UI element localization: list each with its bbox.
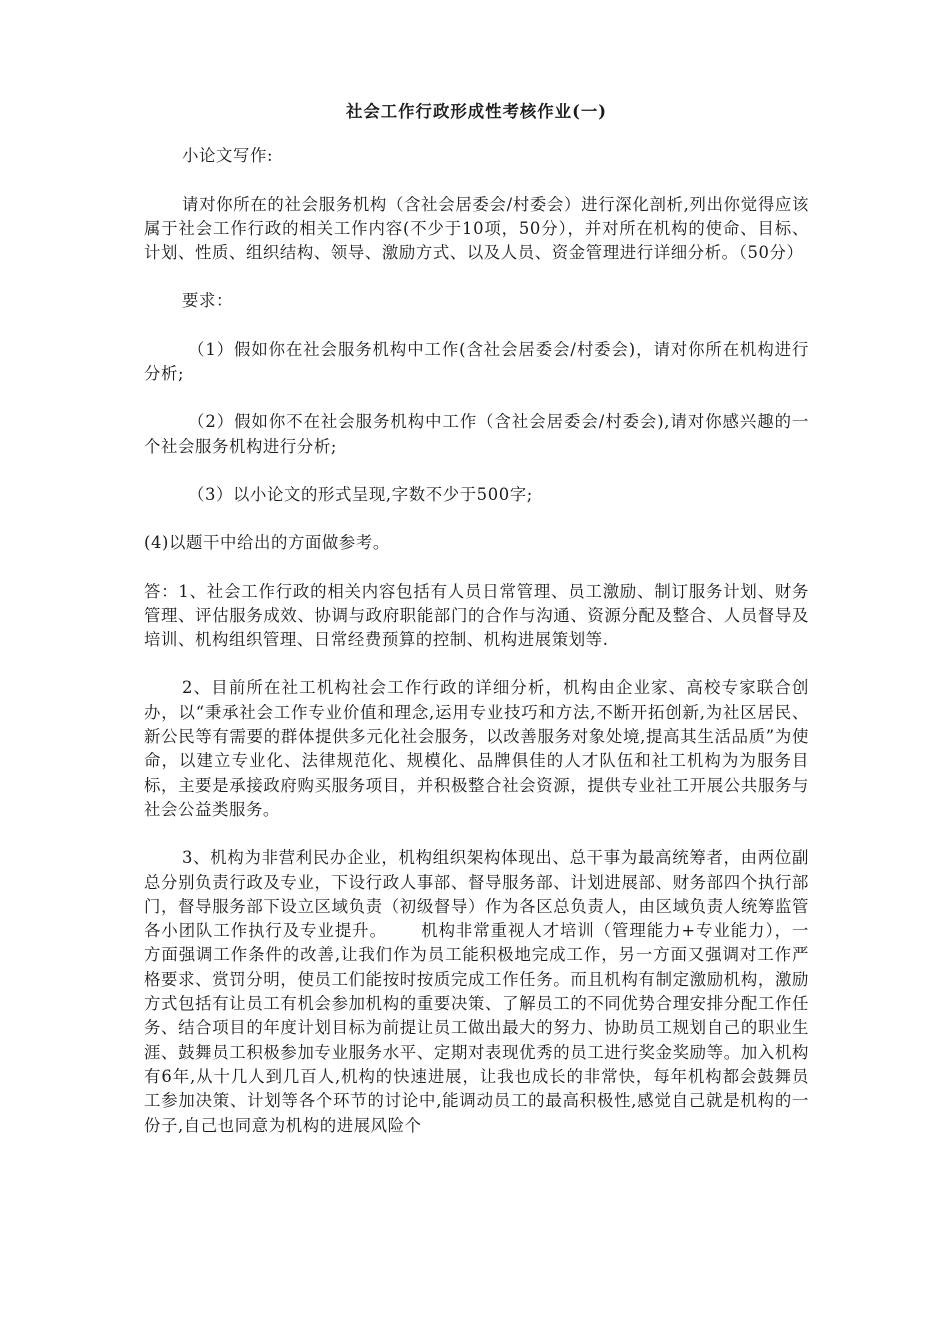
requirement-item-2: （2）假如你不在社会服务机构中工作（含社会居委会/村委会),请对你感兴趣的一个社会服务机构进行分析;: [144, 412, 809, 456]
document-body: [144, 100, 809, 1138]
section-label: 小论文写作:: [182, 146, 274, 166]
requirement-item-3: （3）以小论文的形式呈现,字数不少于500字;: [188, 484, 533, 504]
answer-paragraph-1: 答：1、社会工作行政的相关内容包括有人员日常管理、员工激励、制订服务计划、财务管理、评估服务成效、协调与政府职能部门的合作与沟通、资源分配及整合、人员督导及培训、机构组织管理、日常经费预算的控制、机构进展策划等.: [144, 581, 809, 650]
answer-paragraph-3-part-1: 3、机构为非营利民办企业，机构组织架构体现出、总干事为最高统筹者，由两位副总分别负责行政及专业，下设行政人事部、督导服务部、计划进展部、财务部四个执行部门，督导服务部下设立区域负责（初级督导）作为各区总负责人，由区域负责人统筹监管各小团队工作执行及专业提升。: [144, 848, 809, 941]
answer-paragraph-3: [144, 846, 809, 1138]
requirements-label: 要求：: [182, 291, 233, 311]
assignment-prompt: 请对你所在的社会服务机构（含社会居委会/村委会）进行深化剖析,列出你觉得应该属于社会工作行政的相关工作内容(不少于10项，50分），并对所在机构的使命、目标、计划、性质、组织结构、领导、激励方式、以及人员、资金管理进行详细分析。（50分）: [144, 194, 809, 263]
page-title: 社会工作行政形成性考核作业(一): [346, 102, 607, 121]
requirement-item-1: （1）假如你在社会服务机构中工作(含社会居委会/村委会)，请对你所在机构进行分析;: [144, 339, 809, 384]
answer-paragraph-3-part-2: 机构非常重视人才培训（管理能力+专业能力），一方面强调工作条件的改善,让我们作为员工能积极地完成工作，另一方面又强调对工作严格要求、赏罚分明，使员工们能按时按质完成工作任务。而且机构有制定激励机构，激励方式包括有让员工有机会参加机构的重要决策、了解员工的不同优势合理安排分配工作任务、结合项目的年度计划目标为前提让员工做出最大的努力、协助员工规划自己的职业生涯、鼓舞员工积极参加专业服务水平、定期对表现优秀的员工进行奖金奖励等。加入机构有6年,从十几人到几百人,机构的快速进展，让我也成长的非常快，每年机构都会鼓舞员工参加决策、计划等各个环节的讨论中,能调动员工的最高积极性,感觉自己就是机构的一份子,自己也同意为机构的进展风险个: [144, 921, 809, 1135]
answer-paragraph-2: 2、目前所在社工机构社会工作行政的详细分析，机构由企业家、高校专家联合创办，以“秉承社会工作专业价值和理念,运用专业技巧和方法,不断开拓创新,为社区居民、新公民等有需要的群体提供多元化社会服务，以改善服务对象处境,提高其生活品质”为使命，以建立专业化、法律规范化、规模化、品牌俱佳的人才队伍和社工机构为为服务目标，主要是承接政府购买服务项目，并积极整合社会资源，提供专业社工开展公共服务与社会公益类服务。: [144, 678, 809, 819]
requirement-item-4: (4)以题干中给出的方面做参考。: [144, 533, 390, 553]
